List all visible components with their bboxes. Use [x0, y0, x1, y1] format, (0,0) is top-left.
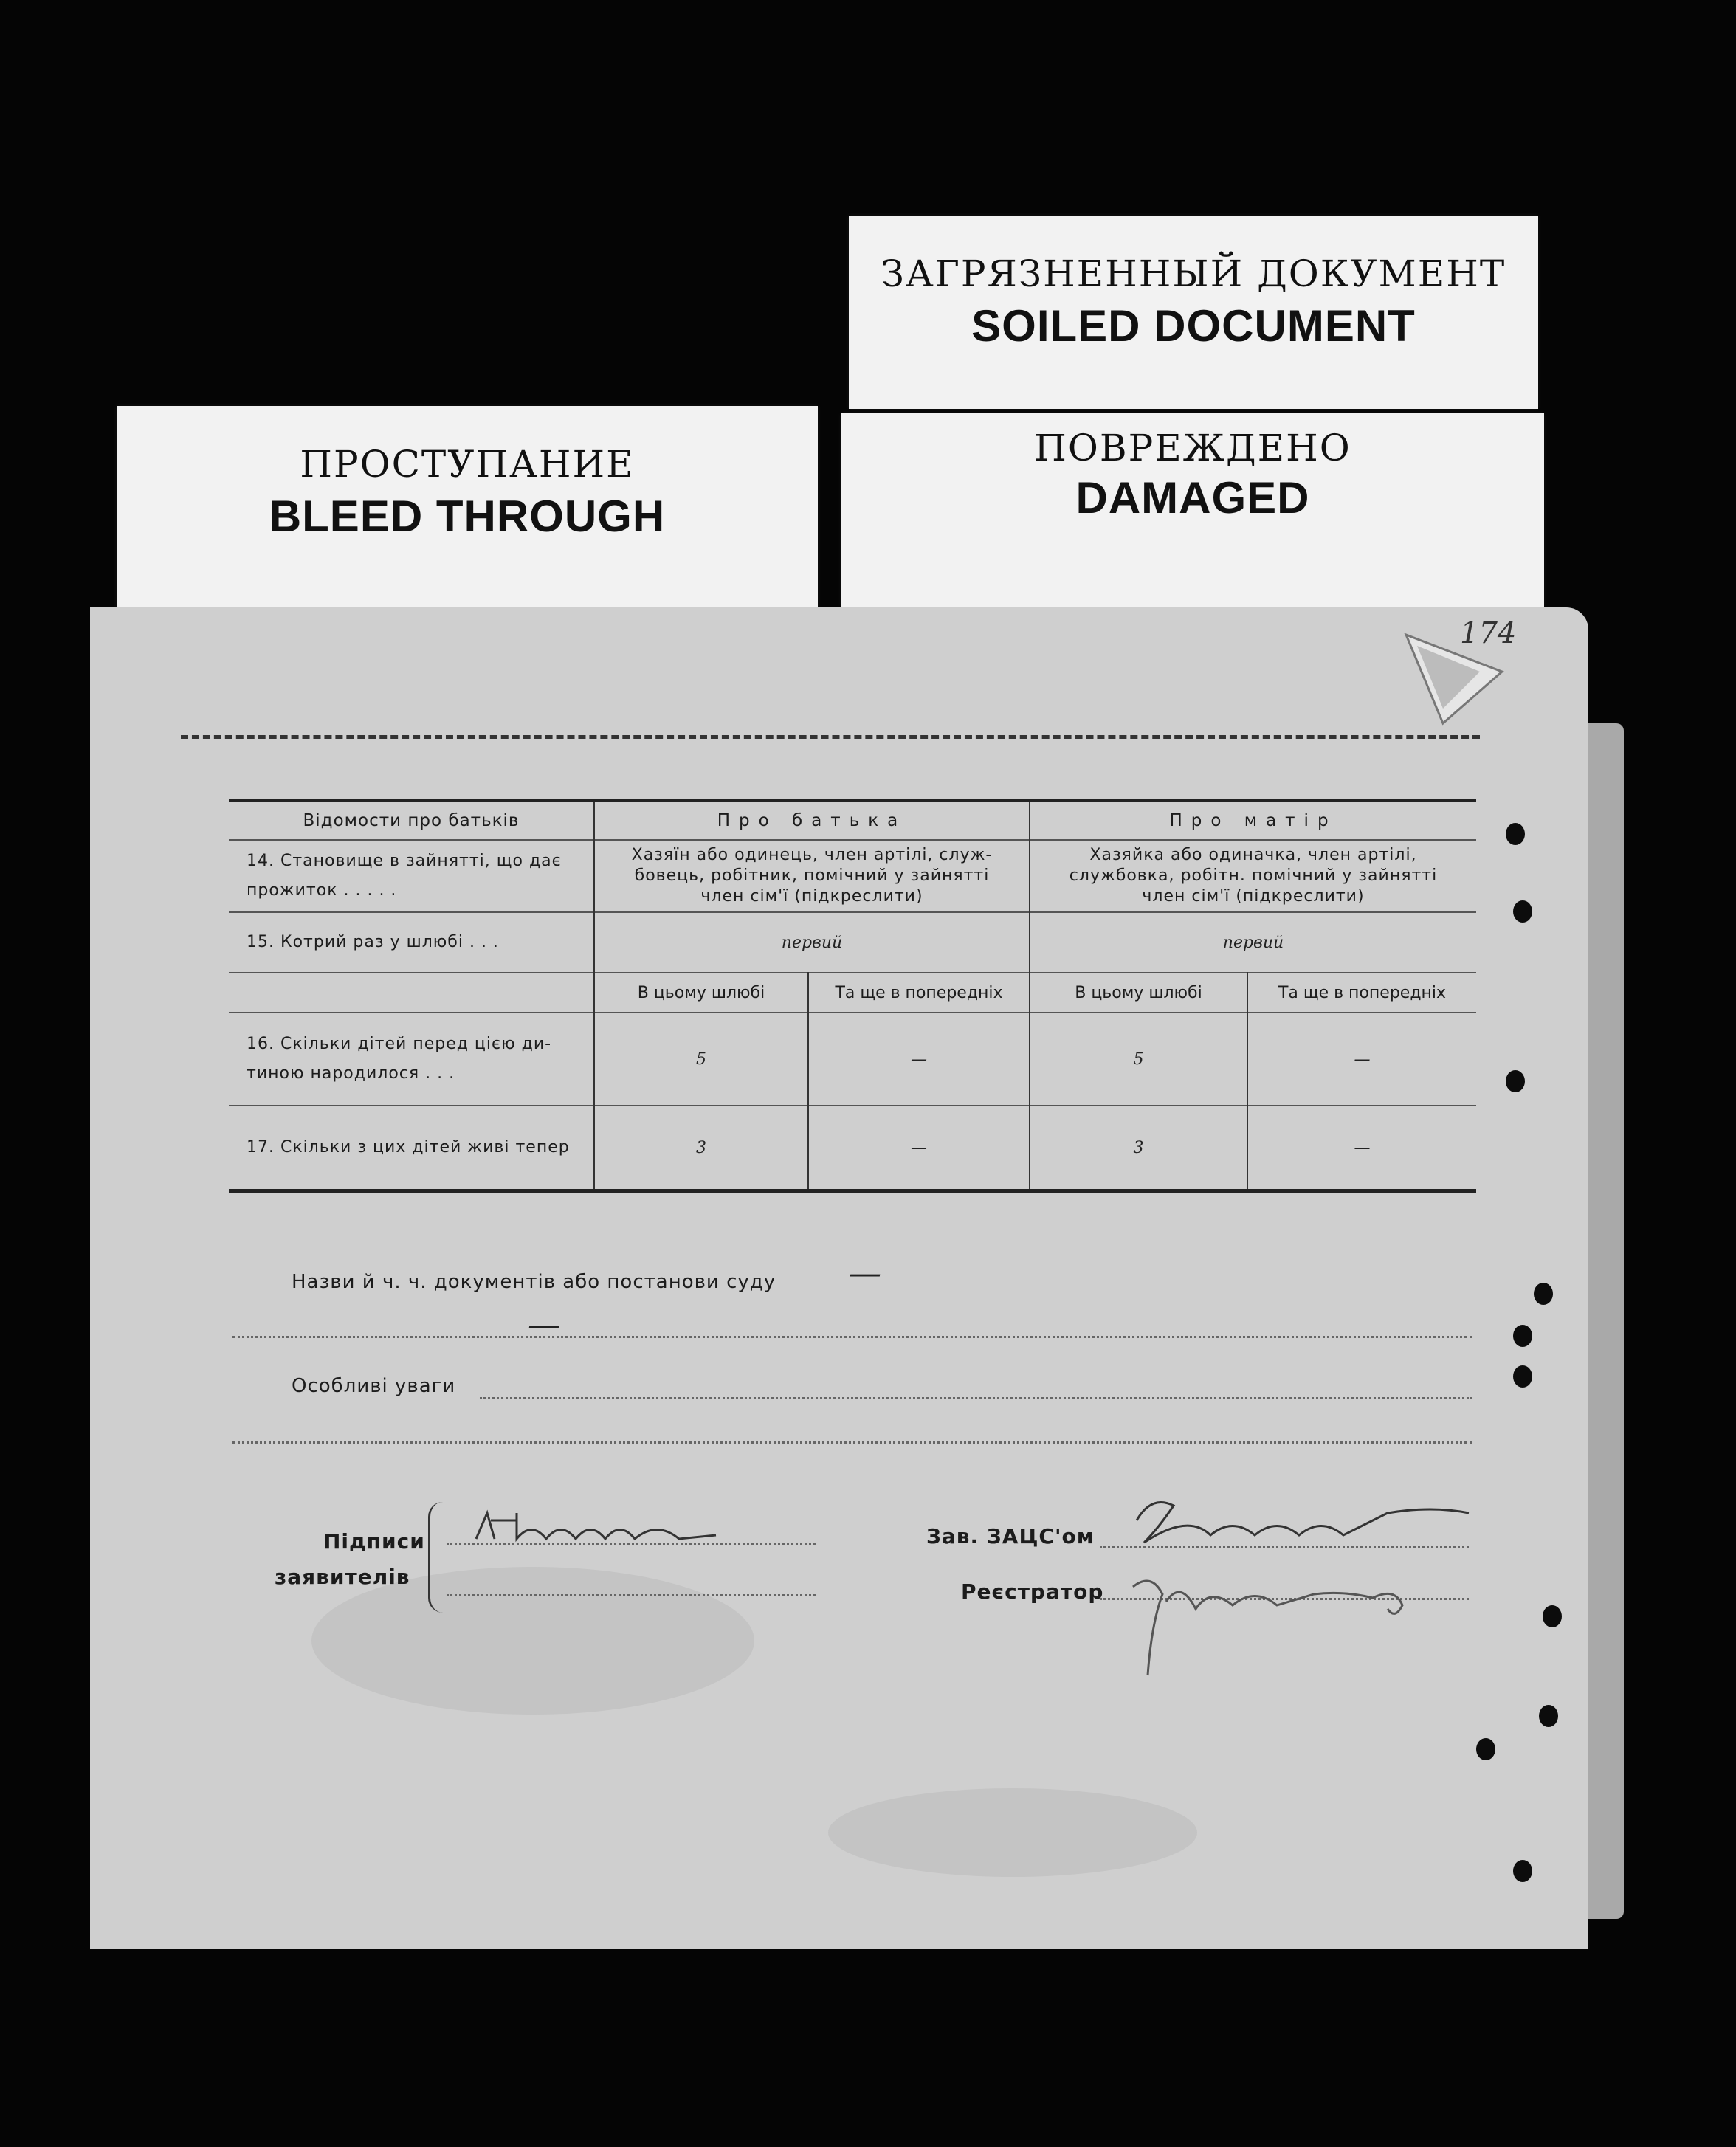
smudge	[828, 1788, 1197, 1877]
header-mother: Про матір	[1030, 801, 1476, 841]
documents-label: Назви й ч. ч. документів або постанови суду	[292, 1271, 776, 1293]
registrar-label: Реєстратор	[961, 1579, 1104, 1604]
remarks-line	[480, 1397, 1472, 1399]
row14-father-line2: бовець, робітник, помічний у зайнятті	[634, 866, 990, 885]
applicant-signature-line-2	[447, 1594, 816, 1596]
row16-mother-this: 5	[1030, 1013, 1247, 1106]
row14-father	[594, 840, 1030, 912]
row17-mother-this: 3	[1030, 1106, 1247, 1191]
row16-label-line1: 16. Скільки дітей перед цією ди-	[247, 1035, 552, 1053]
damaged-card	[841, 413, 1544, 607]
parents-info-table	[229, 799, 1476, 1212]
punch-hole	[1513, 1365, 1532, 1388]
row14-label-line2: прожиток . . . . .	[247, 881, 397, 900]
subheader-mother-this: В цьому шлюбі	[1030, 973, 1247, 1013]
subheader-father-previous: Та ще в попередніх	[808, 973, 1030, 1013]
header-father: Про батька	[594, 801, 1030, 841]
table-row	[229, 1106, 1476, 1191]
table-header-row	[229, 801, 1476, 841]
punch-hole	[1513, 1860, 1532, 1882]
row16-label-line2: тиною народилося . . .	[247, 1064, 455, 1083]
row15-label: 15. Котрий раз у шлюбі . . .	[247, 933, 499, 951]
applicant-signature	[472, 1506, 738, 1550]
row16-label	[229, 1013, 594, 1106]
zags-label: Зав. ЗАЦС'ом	[926, 1524, 1095, 1548]
bleed-card-russian: ПРОСТУПАНИЕ	[300, 443, 635, 486]
damaged-card-english: DAMAGED	[1075, 473, 1310, 523]
punch-hole	[1534, 1283, 1553, 1305]
top-dashed-line	[181, 735, 1480, 739]
row16-father-this: 5	[594, 1013, 808, 1106]
row17-father-previous: —	[808, 1106, 1030, 1191]
row14-father-line1: Хазяїн або одинець, член артілі, служ-	[631, 846, 993, 864]
row14-label-line1: 14. Становище в зайнятті, що дає	[247, 852, 562, 870]
soiled-card-english: SOILED DOCUMENT	[971, 301, 1416, 351]
remarks-label: Особливі уваги	[292, 1375, 456, 1397]
header-parents-info: Відомости про батьків	[229, 801, 594, 841]
page-number: 174	[1460, 616, 1517, 650]
subheader-empty	[229, 973, 594, 1013]
row14-mother-line1: Хазяйка або одиначка, член артілі,	[1089, 846, 1417, 864]
row15-father-value: первий	[594, 912, 1030, 973]
row17-label: 17. Скільки з цих дітей живі тепер	[229, 1106, 594, 1191]
applicants-label-2: заявителів	[275, 1565, 410, 1589]
row16-father-previous: —	[808, 1013, 1030, 1106]
punch-hole	[1513, 1325, 1532, 1347]
subheader-mother-previous: Та ще в попередніх	[1247, 973, 1476, 1013]
punch-hole	[1543, 1605, 1562, 1627]
table-row	[229, 912, 1476, 973]
row14-mother-line2: службовка, робітн. помічний у зайнятті	[1069, 866, 1438, 885]
row14-mother-line3: член сім'ї (підкреслити)	[1142, 887, 1365, 906]
row16-mother-previous: —	[1247, 1013, 1476, 1106]
row17-mother-previous: —	[1247, 1106, 1476, 1191]
row14-father-line3: член сім'ї (підкреслити)	[700, 887, 923, 906]
applicants-label-1: Підписи	[323, 1529, 425, 1554]
registrar-signature	[1122, 1565, 1432, 1698]
smudge	[311, 1567, 754, 1715]
bleed-through-card	[117, 406, 818, 618]
remarks-value: —	[528, 1306, 560, 1344]
row14-mother	[1030, 840, 1476, 912]
remarks-line-2	[232, 1441, 1472, 1444]
punch-hole	[1476, 1738, 1495, 1760]
subheader-father-this: В цьому шлюбі	[594, 973, 808, 1013]
punch-hole	[1506, 823, 1525, 845]
row14-label	[229, 840, 594, 912]
row17-father-this: 3	[594, 1106, 808, 1191]
punch-hole	[1513, 900, 1532, 923]
bleed-card-english: BLEED THROUGH	[269, 492, 666, 541]
zags-signature	[1122, 1491, 1476, 1557]
documents-value: —	[849, 1255, 881, 1292]
table-row	[229, 1013, 1476, 1106]
soiled-document-card	[849, 216, 1538, 409]
row15-mother-value: первий	[1030, 912, 1476, 973]
table-subheader-row	[229, 973, 1476, 1013]
documents-line	[232, 1336, 1472, 1338]
soiled-card-russian: ЗАГРЯЗНЕННЫЙ ДОКУМЕНТ	[881, 252, 1506, 295]
table-row	[229, 840, 1476, 912]
punch-hole	[1539, 1705, 1558, 1727]
signature-brace	[428, 1502, 444, 1613]
punch-hole	[1506, 1070, 1525, 1092]
damaged-card-russian: ПОВРЕЖДЕНО	[1034, 427, 1351, 469]
